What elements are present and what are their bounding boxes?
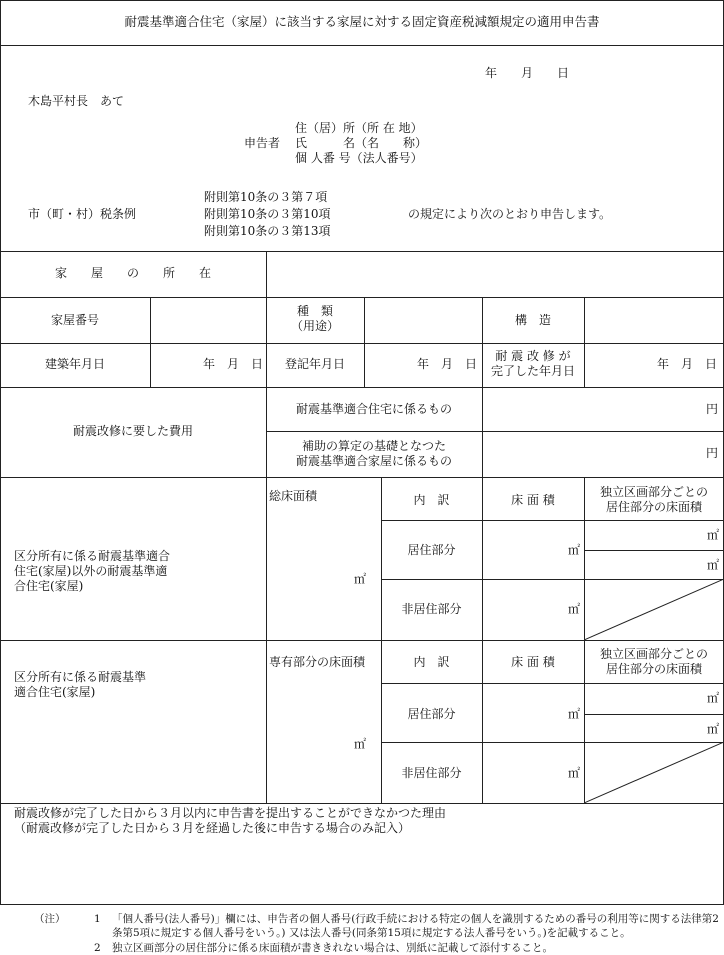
diagonal-strike: [584, 579, 724, 640]
nonresidential-label: 非居住部分: [401, 766, 462, 780]
built-date-field[interactable]: 年 月 日: [202, 357, 263, 371]
nonresidential-area-field[interactable]: ㎡: [567, 766, 580, 780]
cost-label: 耐震改修に要した費用: [72, 424, 193, 438]
cost-row1-label: 耐震基準適合住宅に係るもの: [295, 402, 452, 416]
divider: [381, 520, 724, 521]
declarant-name-label: 氏 名（名 称）: [295, 136, 428, 150]
floor-area-header: 床 面 積: [511, 493, 555, 507]
nonresidential-label: 非居住部分: [401, 602, 462, 616]
exclusive-area-field[interactable]: [268, 737, 366, 752]
breakdown-header: 内 訳: [413, 655, 450, 669]
declarant-label: 申告者: [244, 136, 281, 150]
section-a-label: 合住宅(家屋): [14, 579, 84, 593]
house-number-label: 家屋番号: [50, 313, 99, 327]
divider: [584, 550, 724, 551]
residential-label: 居住部分: [407, 707, 456, 721]
divider: [0, 640, 724, 641]
section-b-label: 区分所有に係る耐震基準: [14, 670, 147, 684]
ordinance-item: 附則第10条の３第10項: [204, 207, 331, 221]
divider: [266, 431, 724, 432]
section-a-label: 住宅(家屋)以外の耐震基準適: [14, 564, 168, 578]
independent-area-header-sub: 居住部分の床面積: [605, 500, 702, 514]
declarant-address-label: 住（居）所（所 在 地）: [295, 121, 423, 135]
ordinance-item: 附則第10条の３第７項: [204, 190, 328, 204]
location-label: 家 屋 の 所 在: [54, 266, 211, 280]
nonresidential-area-field[interactable]: ㎡: [567, 602, 580, 616]
kind-sub-label: （用途）: [290, 319, 339, 333]
cost-row2-field[interactable]: 円: [705, 446, 718, 460]
divider: [584, 714, 724, 715]
section-b-label: 適合住宅(家屋): [14, 685, 96, 699]
divider: [0, 45, 724, 46]
date-field[interactable]: 年 月 日: [485, 66, 570, 80]
registered-date-field[interactable]: 年 月 日: [416, 357, 477, 371]
reason-sub-label: （耐震改修が完了した日から３月を経過した後に申告する場合のみ記入）: [14, 821, 411, 835]
note-number: 2: [94, 942, 101, 954]
location-field[interactable]: [267, 252, 723, 296]
note-2-text: 独立区画部分の居住部分に係る床面積が書ききれない場合は、別紙に記載して添付すること。: [112, 942, 553, 954]
cost-row2-label: 補助の算定の基礎となつた: [301, 439, 446, 453]
note-number: 1: [94, 913, 101, 925]
breakdown-header: 内 訳: [413, 493, 450, 507]
section-a-label: 区分所有に係る耐震基準適合: [14, 549, 171, 563]
cost-row1-field[interactable]: 円: [705, 402, 718, 416]
residential-area-field[interactable]: ㎡: [567, 543, 580, 557]
built-date-label: 建築年月日: [44, 357, 105, 371]
addressee: 木島平村長 あて: [28, 94, 125, 108]
retrofit-date-sub-label: 完了した年月日: [490, 364, 575, 378]
divider: [0, 477, 724, 478]
independent-area-field[interactable]: ㎡: [706, 722, 719, 736]
retrofit-date-field[interactable]: 年 月 日: [656, 357, 717, 371]
structure-field[interactable]: [585, 298, 723, 342]
kind-field[interactable]: [365, 298, 481, 342]
structure-label: 構 造: [514, 313, 551, 327]
independent-area-header: 独立区画部分ごとの: [599, 647, 708, 661]
floor-area-header: 床 面 積: [511, 655, 555, 669]
divider: [482, 387, 483, 477]
registered-date-label: 登記年月日: [284, 357, 345, 371]
total-floor-area-field[interactable]: [268, 572, 366, 587]
divider: [266, 477, 267, 640]
independent-area-header: 独立区画部分ごとの: [599, 485, 708, 499]
notes-label: （注）: [34, 913, 66, 925]
ordinance-prefix: 市（町・村）税条例: [28, 207, 137, 221]
house-number-field[interactable]: [151, 298, 265, 342]
independent-area-header-sub: 居住部分の床面積: [605, 662, 702, 676]
sqm-unit: ㎡: [353, 572, 366, 586]
reason-field[interactable]: [1, 838, 723, 904]
divider: [0, 343, 724, 344]
independent-area-field[interactable]: ㎡: [706, 558, 719, 572]
form-title: 耐震基準適合住宅（家屋）に該当する家屋に対する固定資産税減額規定の適用申告書: [124, 14, 600, 29]
declarant-number-label: 個 人番 号（法人番号）: [295, 151, 423, 165]
kind-label: 種 類: [296, 304, 333, 318]
cost-row2-sub-label: 耐震基準適合家屋に係るもの: [295, 454, 452, 468]
retrofit-date-label: 耐 震 改 修 が: [495, 349, 571, 363]
diagonal-strike: [584, 742, 724, 803]
divider: [0, 803, 724, 804]
residential-area-field[interactable]: ㎡: [567, 707, 580, 721]
ordinance-item: 附則第10条の３第13項: [204, 224, 331, 238]
exclusive-area-label: 専有部分の床面積: [269, 655, 366, 669]
reason-label: 耐震改修が完了した日から３月以内に申告書を提出することができなかつた理由: [14, 806, 447, 820]
total-floor-area-label: 総床面積: [269, 489, 318, 503]
ordinance-suffix: の規定により次のとおり申告します。: [408, 207, 612, 221]
note-1-text: 「個人番号(法人番号)」欄には、申告者の個人番号(行政手続における特定の個人を識別するための番号の利用等に関する法律第2: [112, 913, 719, 925]
divider: [266, 640, 267, 803]
independent-area-field[interactable]: ㎡: [706, 691, 719, 705]
divider: [381, 683, 724, 684]
residential-label: 居住部分: [407, 543, 456, 557]
independent-area-field[interactable]: ㎡: [706, 528, 719, 542]
divider: [0, 387, 724, 388]
sqm-unit: ㎡: [353, 737, 366, 751]
note-1-text-cont: 条第5項に規定する個人番号をいう。) 又は法人番号(同条第15項に規定する法人番号をいう。)を記載すること。: [112, 927, 631, 939]
